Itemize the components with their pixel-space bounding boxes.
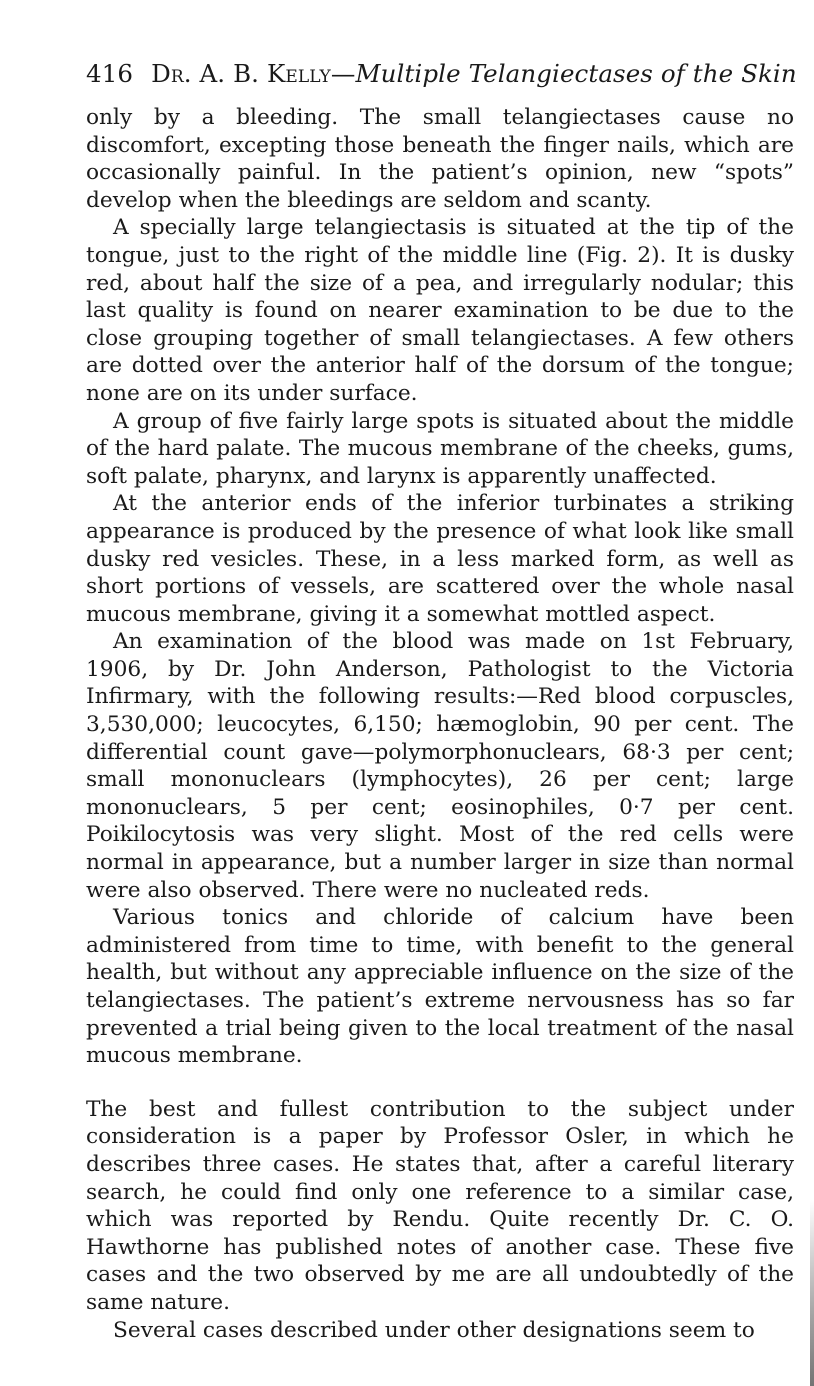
paragraph: An examination of the blood was made on 1st February, 1906, by Dr. John Anderson, Pathologist to the Victoria Infirmary, with the following results:—Red blood corpuscles, 3,530,000; leucocytes, 6,150; hæmoglobin, 90 per cent. The differential count gave—polymorphonuclears, 68·3 per cent; small mononuclears (lymphocytes), 26 per cent; large mononuclears, 5 per cent; eosinophiles, 0·7 per cent. Poikilocytosis was very slight. Most of the red cells were normal in appearance, but a number larger in size than normal were also observed. There were no nucleated reds. bbox=[86, 629, 794, 903]
paragraph: A group of five fairly large spots is situated about the middle of the hard palate. The mucous membrane of the cheeks, gums, soft palate, pharynx, and larynx is apparently unaffected. bbox=[86, 408, 794, 489]
paragraph: The best and fullest contribution to the subject under consideration is a paper by Professor Osler, in which he describes three cases. He states that, after a careful literary search, he could find only one reference to a similar case, which was reported by Rendu. Quite recently Dr. C. O. Hawthorne has published notes of another case. These five cases and the two observed by me are all undoubtedly of the same nature. bbox=[86, 1096, 794, 1315]
running-head bbox=[86, 58, 797, 90]
paragraph: Various tonics and chloride of calcium have been administered from time to time, with benefit to the general health, but without any appreciable influence on the size of the telangiectases. The patient’s extreme nervousness has so far prevented a trial being given to the local treatment of the nasal mucous membrane. bbox=[86, 905, 794, 1069]
paragraph: A specially large telangiectasis is situated at the tip of the tongue, just to the right of the middle line (Fig. 2). It is dusky red, about half the size of a pea, and irregularly nodular; this last quality is found on nearer examination to be due to the close grouping together of small telangiectases. A few others are dotted over the anterior half of the dorsum of the tongue; none are on its under surface. bbox=[86, 215, 794, 406]
page-edge-shadow bbox=[810, 1200, 814, 1386]
author-name: Dr. A. B. Kelly bbox=[151, 59, 331, 88]
article-title: Multiple Telangiectases of the Skin bbox=[355, 59, 797, 88]
paragraph: At the anterior ends of the inferior turbinates a striking appearance is produced by the presence of what look like small dusky red vesicles. These, in a less marked form, as well as short portions of vessels, are scattered over the whole nasal mucous membrane, giving it a somewhat mottled aspect. bbox=[86, 491, 794, 627]
page-number: 416 bbox=[86, 59, 134, 88]
page bbox=[86, 58, 797, 1344]
paragraph: Several cases described under other designations seem to bbox=[113, 1317, 755, 1343]
paragraph: only by a bleeding. The small telangiectases cause no discomfort, excepting those beneath the finger nails, which are occasionally painful. In the patient’s opinion, new “spots” develop when the bleedings are seldom and scanty. bbox=[86, 105, 794, 213]
body-text bbox=[86, 104, 794, 1344]
header-dash: — bbox=[330, 59, 356, 88]
